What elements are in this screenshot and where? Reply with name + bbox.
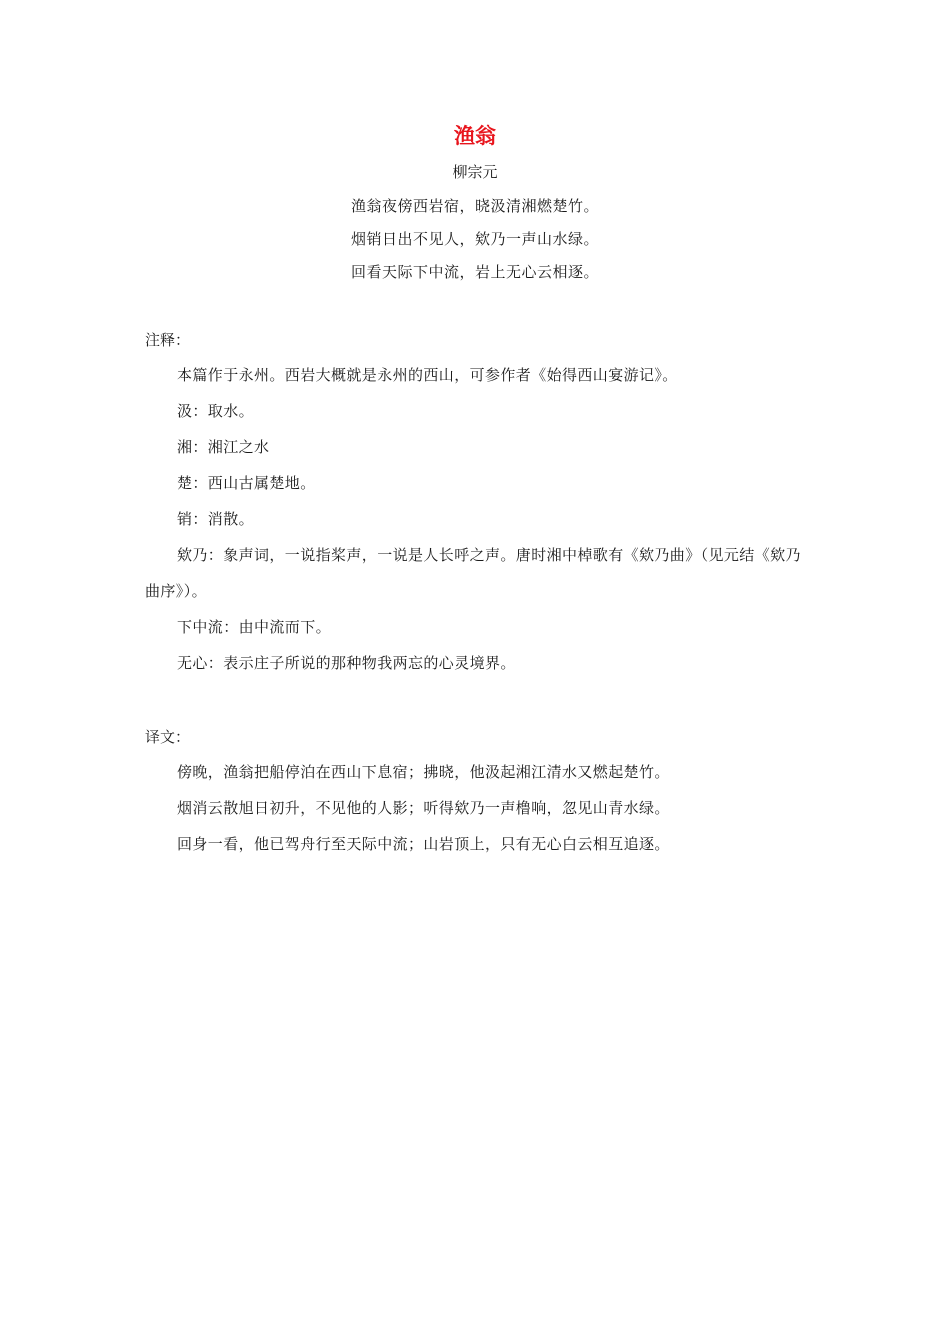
note-item: 欸乃：象声词，一说指桨声，一说是人长呼之声。唐时湘中棹歌有《欸乃曲》（见元结《欸乃曲序》）。 (145, 546, 801, 600)
note-item: 销：消散。 (177, 510, 255, 528)
poem-body (0, 195, 950, 294)
poem-author: 柳宗元 (452, 163, 498, 181)
poem-title: 渔翁 (454, 124, 496, 148)
note-item: 无心：表示庄子所说的那种物我两忘的心灵境界。 (177, 654, 516, 672)
notes-list (145, 364, 805, 688)
note-item: 楚：西山古属楚地。 (177, 474, 316, 492)
note-item: 本篇作于永州。西岩大概就是永州的西山，可参作者《始得西山宴游记》。 (177, 366, 678, 384)
translation-line: 回身一看，他已驾舟行至天际中流；山岩顶上，只有无心白云相互追逐。 (177, 835, 670, 853)
translation-line: 烟消云散旭日初升，不见他的人影；听得欸乃一声橹响，忽见山青水绿。 (177, 799, 670, 817)
translation-line: 傍晚，渔翁把船停泊在西山下息宿；拂晓，他汲起湘江清水又燃起楚竹。 (177, 763, 670, 781)
notes-heading: 注释： (145, 331, 191, 349)
note-item: 下中流：由中流而下。 (177, 618, 332, 636)
poem-line: 渔翁夜傍西岩宿，晓汲清湘燃楚竹。 (350, 197, 599, 215)
translation-heading: 译文： (145, 728, 191, 746)
translation-list (145, 761, 805, 869)
note-item: 汲：取水。 (177, 402, 255, 420)
poem-line: 烟销日出不见人，欸乃一声山水绿。 (350, 230, 599, 248)
poem-line: 回看天际下中流，岩上无心云相逐。 (350, 263, 599, 281)
note-item: 湘：湘江之水 (177, 438, 270, 456)
